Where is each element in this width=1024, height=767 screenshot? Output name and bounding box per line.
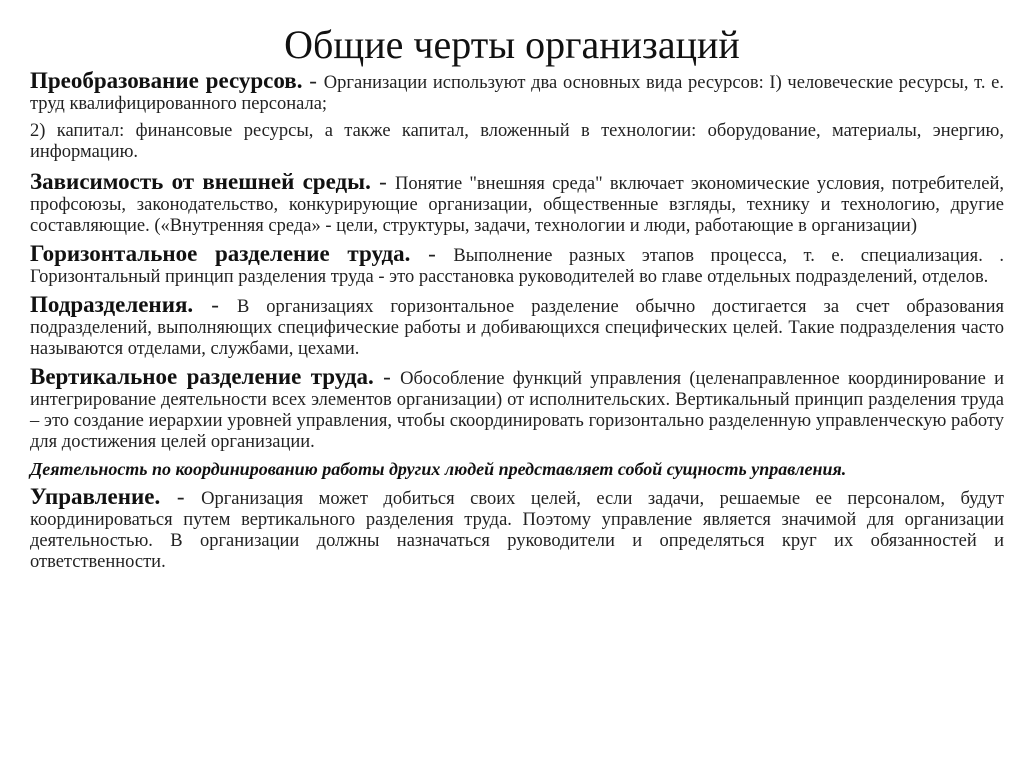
section-text: В организациях горизонтальное разделение обычно достигается за счет образования подразделений, выполняющих специфические работы и добивающихся специфических целей. Такие подразделения часто называются отделами, службами, цехами. (30, 297, 1004, 359)
section-vertical-division (30, 366, 1004, 453)
section-dash: - (193, 292, 237, 317)
section-dash: - (373, 364, 401, 389)
slide-title: Общие черты организаций (284, 22, 740, 67)
section-horizontal-division (30, 243, 1004, 288)
section-text: Обособление функций управления (целенаправленное координирование и интегрирование деятельности всех элементов организации) от исполнительских. Вертикальный принцип разделения труда – это создание иерархии уровней управления, чтобы скоординировать горизонтально разделенную управленческую работу для достижения целей организации. (30, 369, 1004, 452)
slide-content (30, 70, 1004, 573)
section-external-environment (30, 171, 1004, 237)
section-emphasis: Деятельность по координированию работы других людей представляет собой сущность управления. (30, 459, 847, 479)
section-resources-continuation: 2) капитал: финансовые ресурсы, а также капитал, вложенный в технологии: оборудование, материалы, энергию, информацию. (30, 121, 1004, 162)
section-heading: Горизонтальное разделение труда. (30, 241, 411, 266)
section-heading: Управление. (30, 484, 161, 509)
section-dash: - (410, 241, 454, 266)
section-text: Организация может добиться своих целей, если задачи, решаемые ее персоналом, будут координироваться путем вертикального разделения труда. Поэтому управление является значимой для организации деятельностью. В организации должны назначаться руководители и определяться круг их обязанностей и ответственности. (30, 489, 1004, 572)
section-dash: - (370, 169, 396, 194)
section-dash: - (160, 484, 202, 509)
section-heading: Зависимость от внешней среды. (30, 169, 371, 194)
section-heading: Преобразование ресурсов. (30, 68, 303, 93)
section-departments (30, 294, 1004, 360)
section-heading: Подразделения. (30, 292, 194, 317)
section-management (30, 486, 1004, 573)
section-text: Выполнение разных этапов процесса, т. е. специализация. . Горизонтальный принцип разделения труда - это расстановка руководителей во главе отдельных подразделений, отделов. (30, 246, 1004, 287)
section-text: Понятие "внешняя среда" включает экономические условия, потребителей, профсоюзы, законодательство, конкурирующие организации, общественные взгляды, технику и технологию, другие составляющие. («Внутренняя среда» - цели, структуры, задачи, технологии и люди, работающие в организации) (30, 174, 1004, 236)
section-heading: Вертикальное разделение труда. (30, 364, 374, 389)
section-dash: - (302, 68, 324, 93)
section-text: Организации используют два основных вида ресурсов: I) человеческие ресурсы, т. е. труд квалифицированного персонала; (30, 73, 1004, 114)
section-resources (30, 70, 1004, 115)
